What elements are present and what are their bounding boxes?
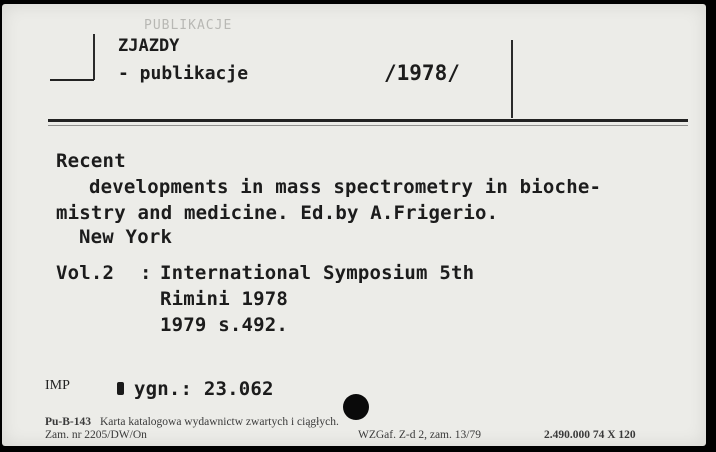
title-line-2: developments in mass spectrometry in bioche- xyxy=(89,176,602,198)
title-line-3: mistry and medicine. Ed.by A.Frigerio. xyxy=(56,202,499,224)
volume-line-1: International Symposium 5th xyxy=(160,262,475,284)
footer-format: 2.490.000 74 X 120 xyxy=(544,429,636,441)
date: /1978/ xyxy=(384,61,460,85)
subheading: - publikacje xyxy=(118,63,249,84)
right-guide-line xyxy=(511,40,513,118)
footer-code: Pu-B-143 xyxy=(45,416,91,428)
volume-label: Vol.2 xyxy=(56,262,115,284)
ink-mark-icon xyxy=(117,382,124,395)
accession-number: ygn.: 23.062 xyxy=(134,378,274,400)
title-line-4: New York xyxy=(79,226,173,248)
faded-stamp: PUBLIKACJE xyxy=(144,18,233,33)
volume-separator: : xyxy=(140,262,152,284)
catalog-card xyxy=(2,4,706,446)
header-rule-thin xyxy=(48,125,688,126)
header-rule xyxy=(48,119,688,122)
left-guide-line xyxy=(93,34,95,80)
footer-title: Karta katalogowa wydawnictw zwartych i ciągłych. xyxy=(100,416,339,428)
volume-line-3: 1979 s.492. xyxy=(160,314,289,336)
footer-order: Zam. nr 2205/DW/On xyxy=(45,429,147,441)
title-line-1: Recent xyxy=(56,150,126,172)
volume-line-2: Rimini 1978 xyxy=(160,288,289,310)
left-guide-tick xyxy=(50,79,94,81)
punch-hole xyxy=(343,394,369,420)
imp-prefix: IMP xyxy=(45,378,70,393)
footer-printer: WZGaf. Z-d 2, zam. 13/79 xyxy=(358,429,481,441)
heading: ZJAZDY xyxy=(118,36,180,56)
